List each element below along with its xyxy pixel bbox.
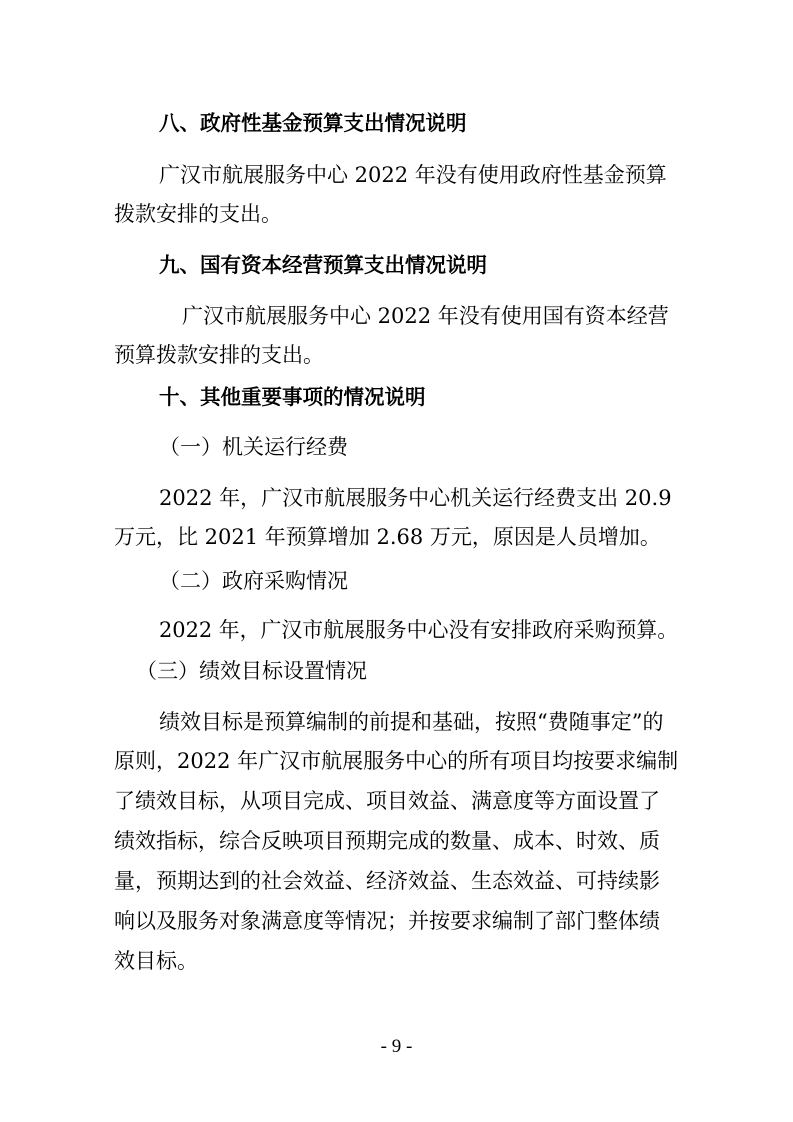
section-8-heading: 八、政府性基金预算支出情况说明 xyxy=(159,111,467,135)
subsection-3-heading: （三）绩效目标设置情况 xyxy=(136,659,367,683)
subsection-3-paragraph-line-3: 了绩效目标，从项目完成、项目效益、满意度等方面设置了 xyxy=(114,789,660,813)
section-9-paragraph-line-2: 预算拨款安排的支出。 xyxy=(114,343,324,367)
subsection-3-paragraph-line-7: 效目标。 xyxy=(114,949,198,973)
section-9-paragraph-line-1: 广汉市航展服务中心 2022 年没有使用国有资本经营 xyxy=(182,304,669,328)
subsection-1-paragraph-line-1: 2022 年，广汉市航展服务中心机关运行经费支出 20.9 xyxy=(159,486,672,510)
section-10-heading: 十、其他重要事项的情况说明 xyxy=(159,385,426,409)
subsection-2-paragraph-line-1: 2022 年，广汉市航展服务中心没有安排政府采购预算。 xyxy=(159,618,679,642)
page-number: - 9 - xyxy=(380,1036,413,1057)
subsection-3-paragraph-line-4: 绩效指标，综合反映项目预期完成的数量、成本、时效、质 xyxy=(114,829,660,853)
subsection-3-paragraph-line-1: 绩效目标是预算编制的前提和基础，按照“费随事定”的 xyxy=(159,710,664,734)
subsection-2-heading: （二）政府采购情况 xyxy=(159,569,348,593)
subsection-3-paragraph-line-5: 量，预期达到的社会效益、经济效益、生态效益、可持续影 xyxy=(114,869,660,893)
subsection-1-paragraph-line-2: 万元，比 2021 年预算增加 2.68 万元，原因是人员增加。 xyxy=(114,525,661,549)
section-8-paragraph-line-2: 拨款安排的支出。 xyxy=(114,202,282,226)
subsection-3-paragraph-line-2: 原则，2022 年广汉市航展服务中心的所有项目均按要求编制 xyxy=(114,749,679,773)
section-9-heading: 九、国有资本经营预算支出情况说明 xyxy=(159,253,487,277)
subsection-1-heading: （一）机关运行经费 xyxy=(159,435,348,459)
subsection-3-paragraph-line-6: 响以及服务对象满意度等情况；并按要求编制了部门整体绩 xyxy=(114,909,660,933)
section-8-paragraph-line-1: 广汉市航展服务中心 2022 年没有使用政府性基金预算 xyxy=(159,163,667,187)
